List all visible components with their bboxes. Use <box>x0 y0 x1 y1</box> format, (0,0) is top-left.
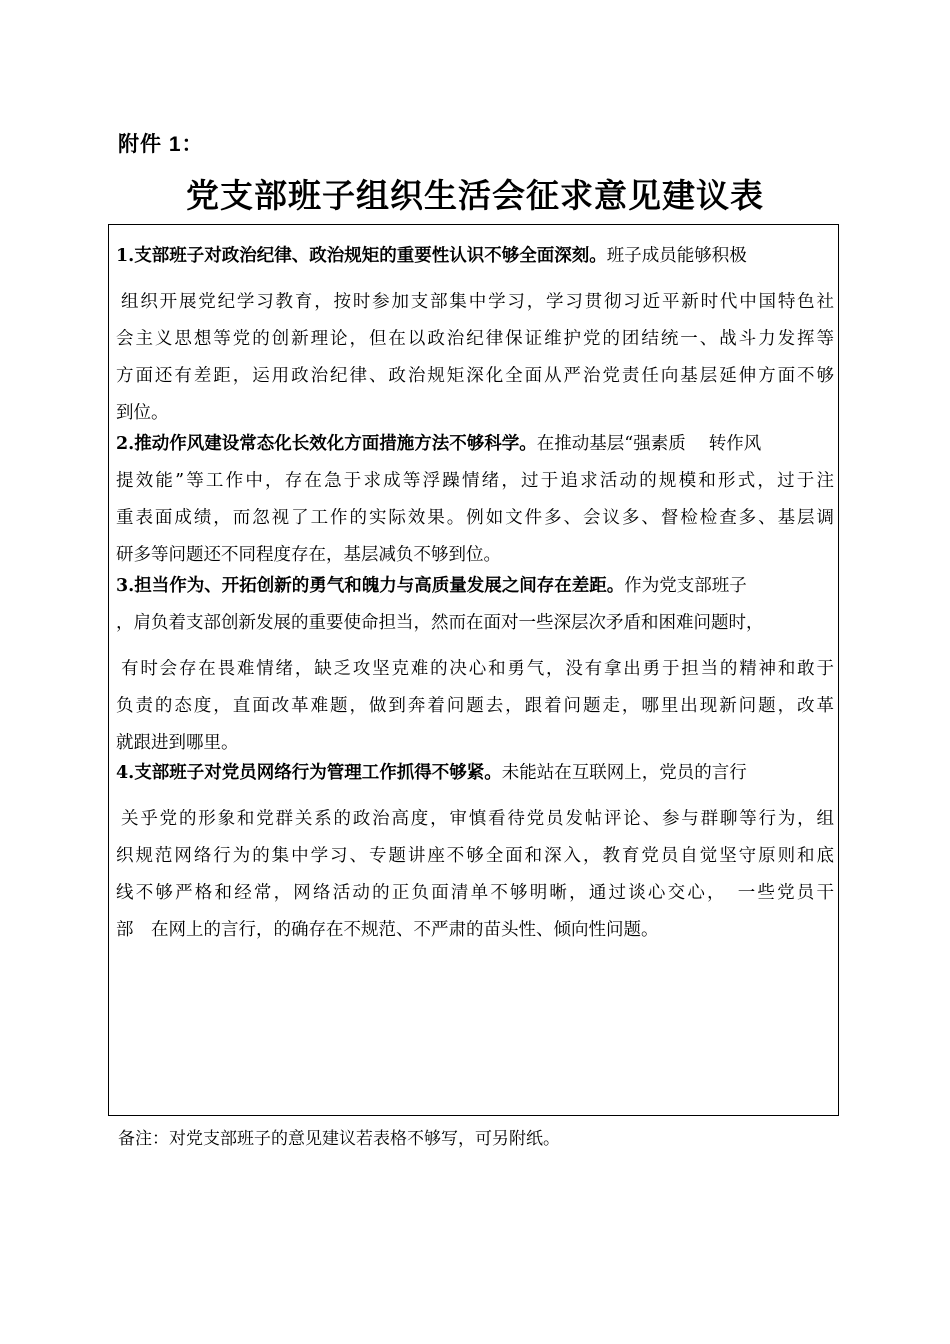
opinion-item-3 <box>116 568 834 762</box>
item-3-first-line <box>116 568 834 605</box>
item-2-line: 提效能”等工作中，存在急于求成等浮躁情绪，过于追求活动的规模和形式，过于注 <box>116 471 834 491</box>
item-3-line: ，肩负着支部创新发展的重要使命担当，然而在面对一些深层次矛盾和困难问题时， <box>116 613 764 633</box>
item-2-heading: 2.推动作风建设常态化长效化方面措施方法不够科学。 <box>116 434 537 454</box>
item-4-heading: 4.支部班子对党员网络行为管理工作抓得不够紧。 <box>116 763 502 783</box>
item-1-first-tail: 班子成员能够积极 <box>606 246 747 266</box>
item-1-line: 会主义思想等党的创新理论，但在以政治纪律保证维护党的团结统一、战斗力发挥等 <box>116 329 834 349</box>
item-3-line: 有时会存在畏难情绪，缺乏攻坚克难的决心和勇气，没有拿出勇于担当的精神和敢于 <box>121 659 834 679</box>
item-4-line: 织规范网络行为的集中学习、专题讲座不够全面和深入，教育党员自觉坚守原则和底 <box>116 846 834 866</box>
item-3-heading: 3.担当作为、开拓创新的勇气和魄力与高质量发展之间存在差距。 <box>116 576 625 596</box>
attachment-label: 附件 1： <box>118 133 204 156</box>
item-2-line: 研多等问题还不同程度存在，基层减负不够到位。 <box>116 545 501 565</box>
footnote: 备注：对党支部班子的意见建议若表格不够写，可另附纸。 <box>118 1129 560 1148</box>
item-4-line: 关乎党的形象和党群关系的政治高度，审慎看待党员发帖评论、参与群聊等行为，组 <box>121 809 834 829</box>
item-1-first-line <box>116 238 834 275</box>
item-1-line: 组织开展党纪学习教育，按时参加支部集中学习，学习贯彻习近平新时代中国特色社 <box>121 292 834 312</box>
item-3-line: 就跟进到哪里。 <box>116 733 239 753</box>
opinion-item-4 <box>116 755 834 949</box>
item-4-line: 部 在网上的言行，的确存在不规范、不严肃的苗头性、倾向性问题。 <box>116 920 659 940</box>
item-2-first-tail: 在推动基层“强素质 转作风 <box>536 434 762 454</box>
item-2-first-line <box>116 426 834 463</box>
opinion-item-2 <box>116 426 834 574</box>
opinion-item-1 <box>116 238 834 432</box>
page-title: 党支部班子组织生活会征求意见建议表 <box>186 176 764 215</box>
item-2-line: 重表面成绩，而忽视了工作的实际效果。例如文件多、会议多、督检检查多、基层调 <box>116 508 834 528</box>
item-1-line: 方面还有差距，运用政治纪律、政治规矩深化全面从严治党责任向基层延伸方面不够 <box>116 366 834 386</box>
item-1-line: 到位。 <box>116 403 169 423</box>
item-4-first-line <box>116 755 834 792</box>
item-3-line: 负责的态度，直面改革难题，做到奔着问题去，跟着问题走，哪里出现新问题，改革 <box>116 696 834 716</box>
item-3-first-tail: 作为党支部班子 <box>624 576 747 596</box>
item-1-heading: 1.支部班子对政治纪律、政治规矩的重要性认识不够全面深刻。 <box>116 246 607 266</box>
item-4-first-tail: 未能站在互联网上，党员的言行 <box>501 763 747 783</box>
item-4-line: 线不够严格和经常，网络活动的正负面清单不够明晰，通过谈心交心， 一些党员干 <box>116 883 834 903</box>
